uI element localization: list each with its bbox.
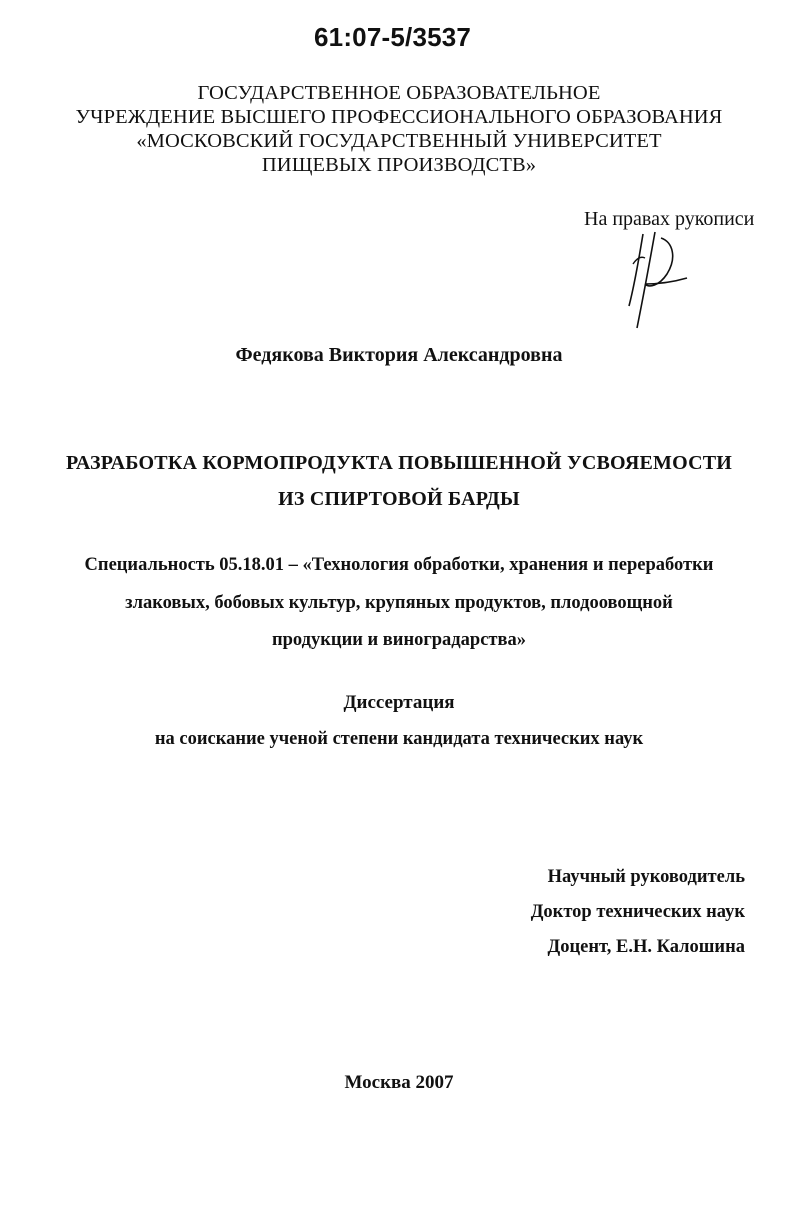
manuscript-note: На правах рукописи <box>584 208 755 230</box>
author-name: Федякова Виктория Александровна <box>235 344 563 366</box>
institution-line-3: «МОСКОВСКИЙ ГОСУДАРСТВЕННЫЙ УНИВЕРСИТЕТ <box>136 130 662 152</box>
institution-line-2: УЧРЕЖДЕНИЕ ВЫСШЕГО ПРОФЕССИОНАЛЬНОГО ОБРАЗОВАНИЯ <box>75 106 723 128</box>
city-year: Москва 2007 <box>344 1072 454 1093</box>
institution-line-4: ПИЩЕВЫХ ПРОИЗВОДСТВ» <box>261 154 537 176</box>
thesis-title-line-1: РАЗРАБОТКА КОРМОПРОДУКТА ПОВЫШЕННОЙ УСВОЯЕМОСТИ <box>65 452 733 474</box>
specialty-line-1: Специальность 05.18.01 – «Технология обработки, хранения и переработки <box>84 555 714 575</box>
dissertation-label: Диссертация <box>343 692 455 713</box>
catalog-number: 61:07-5/3537 <box>314 22 472 52</box>
institution-line-1: ГОСУДАРСТВЕННОЕ ОБРАЗОВАТЕЛЬНОЕ <box>197 82 601 104</box>
supervisor-label: Научный руководитель <box>547 867 745 887</box>
degree-statement: на соискание ученой степени кандидата технических наук <box>154 729 644 749</box>
supervisor-name: Доцент, Е.Н. Калошина <box>547 937 745 957</box>
thesis-title-line-2: ИЗ СПИРТОВОЙ БАРДЫ <box>278 488 520 510</box>
signature-icon <box>615 228 695 338</box>
supervisor-degree: Доктор технических наук <box>530 902 745 922</box>
specialty-line-3: продукции и виноградарства» <box>271 630 526 650</box>
specialty-line-2: злаковых, бобовых культур, крупяных продуктов, плодоовощной <box>125 593 673 613</box>
